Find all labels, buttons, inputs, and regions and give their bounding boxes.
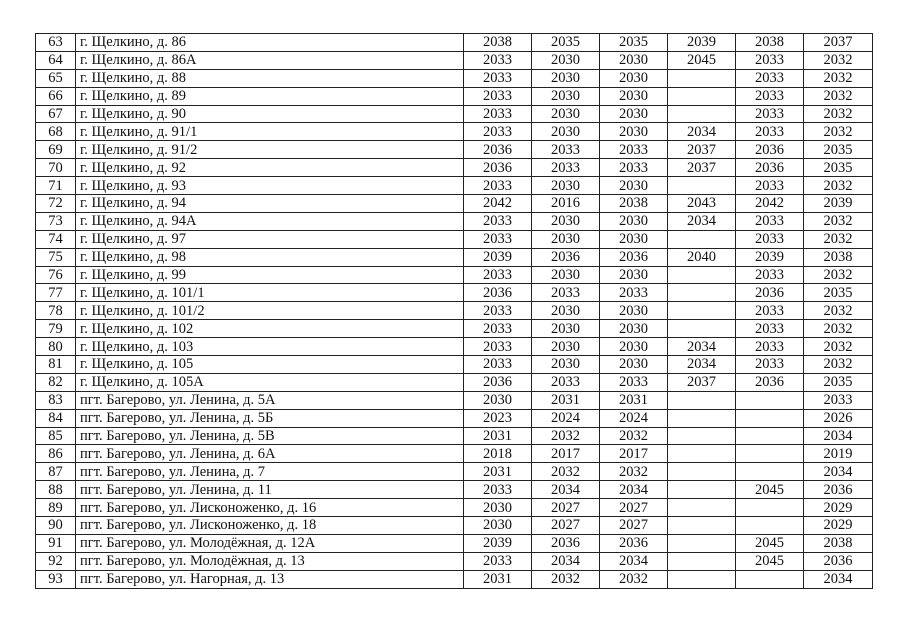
year-cell-6: 2035 [804, 159, 873, 177]
year-cell-4: 2037 [668, 159, 736, 177]
year-cell-3: 2030 [600, 212, 668, 230]
row-number-cell: 85 [36, 427, 76, 445]
table-body [36, 34, 873, 589]
row-number-cell: 83 [36, 391, 76, 409]
address-cell: г. Щелкино, д. 91/1 [76, 123, 464, 141]
year-cell-4 [668, 320, 736, 338]
year-cell-2: 2027 [532, 499, 600, 517]
year-cell-3: 2030 [600, 177, 668, 195]
year-cell-2: 2030 [532, 356, 600, 374]
address-cell: пгт. Багерово, ул. Молодёжная, д. 12А [76, 534, 464, 552]
address-cell: г. Щелкино, д. 97 [76, 230, 464, 248]
year-cell-5 [736, 517, 804, 535]
table-row [36, 123, 873, 141]
year-cell-2: 2036 [532, 534, 600, 552]
table-row [36, 570, 873, 588]
row-number-cell: 65 [36, 69, 76, 87]
table-row [36, 195, 873, 213]
address-cell: г. Щелкино, д. 105А [76, 373, 464, 391]
address-cell: г. Щелкино, д. 86 [76, 34, 464, 52]
row-number-cell: 81 [36, 356, 76, 374]
year-cell-4: 2034 [668, 338, 736, 356]
year-cell-6: 2032 [804, 356, 873, 374]
address-cell: пгт. Багерово, ул. Молодёжная, д. 13 [76, 552, 464, 570]
year-cell-6: 2032 [804, 177, 873, 195]
year-cell-2: 2024 [532, 409, 600, 427]
year-cell-3: 2030 [600, 338, 668, 356]
year-cell-6: 2032 [804, 230, 873, 248]
table-row [36, 320, 873, 338]
year-cell-4: 2040 [668, 248, 736, 266]
year-cell-6: 2035 [804, 141, 873, 159]
year-cell-6: 2034 [804, 570, 873, 588]
address-cell: г. Щелкино, д. 88 [76, 69, 464, 87]
table-row [36, 481, 873, 499]
address-cell: г. Щелкино, д. 101/1 [76, 284, 464, 302]
year-cell-5: 2033 [736, 51, 804, 69]
address-cell: г. Щелкино, д. 98 [76, 248, 464, 266]
year-cell-2: 2030 [532, 69, 600, 87]
table-row [36, 302, 873, 320]
row-number-cell: 72 [36, 195, 76, 213]
year-cell-1: 2018 [464, 445, 532, 463]
year-cell-1: 2033 [464, 69, 532, 87]
year-cell-1: 2031 [464, 427, 532, 445]
table-row [36, 248, 873, 266]
year-cell-6: 2033 [804, 391, 873, 409]
address-cell: пгт. Багерово, ул. Ленина, д. 6А [76, 445, 464, 463]
table-row [36, 177, 873, 195]
year-cell-4 [668, 463, 736, 481]
row-number-cell: 74 [36, 230, 76, 248]
year-cell-3: 2024 [600, 409, 668, 427]
year-cell-3: 2030 [600, 230, 668, 248]
row-number-cell: 91 [36, 534, 76, 552]
year-cell-5: 2045 [736, 552, 804, 570]
year-cell-1: 2030 [464, 391, 532, 409]
year-cell-2: 2030 [532, 123, 600, 141]
year-cell-4 [668, 230, 736, 248]
row-number-cell: 78 [36, 302, 76, 320]
address-cell: г. Щелкино, д. 105 [76, 356, 464, 374]
year-cell-3: 2038 [600, 195, 668, 213]
year-cell-1: 2033 [464, 552, 532, 570]
year-cell-2: 2016 [532, 195, 600, 213]
year-cell-5 [736, 463, 804, 481]
year-cell-6: 2037 [804, 34, 873, 52]
year-cell-5: 2045 [736, 534, 804, 552]
year-cell-1: 2030 [464, 517, 532, 535]
year-cell-5: 2033 [736, 302, 804, 320]
year-cell-4 [668, 517, 736, 535]
year-cell-5 [736, 445, 804, 463]
year-cell-1: 2033 [464, 87, 532, 105]
year-cell-4 [668, 69, 736, 87]
year-cell-1: 2036 [464, 159, 532, 177]
year-cell-3: 2036 [600, 534, 668, 552]
year-cell-3: 2032 [600, 427, 668, 445]
year-cell-6: 2032 [804, 320, 873, 338]
year-cell-6: 2034 [804, 427, 873, 445]
year-cell-4 [668, 302, 736, 320]
year-cell-1: 2033 [464, 302, 532, 320]
year-cell-6: 2038 [804, 534, 873, 552]
year-cell-2: 2027 [532, 517, 600, 535]
year-cell-4 [668, 481, 736, 499]
address-cell: г. Щелкино, д. 92 [76, 159, 464, 177]
year-cell-3: 2030 [600, 356, 668, 374]
year-cell-5: 2033 [736, 105, 804, 123]
year-cell-6: 2035 [804, 373, 873, 391]
year-cell-6: 2032 [804, 51, 873, 69]
year-cell-4 [668, 427, 736, 445]
year-cell-1: 2031 [464, 463, 532, 481]
row-number-cell: 73 [36, 212, 76, 230]
year-cell-4 [668, 570, 736, 588]
row-number-cell: 87 [36, 463, 76, 481]
year-cell-5: 2045 [736, 481, 804, 499]
year-cell-1: 2036 [464, 373, 532, 391]
year-cell-3: 2033 [600, 284, 668, 302]
year-cell-3: 2030 [600, 51, 668, 69]
year-cell-1: 2038 [464, 34, 532, 52]
year-cell-2: 2030 [532, 320, 600, 338]
year-cell-1: 2033 [464, 320, 532, 338]
table-row [36, 534, 873, 552]
year-cell-4: 2037 [668, 141, 736, 159]
year-cell-5: 2033 [736, 356, 804, 374]
table-row [36, 87, 873, 105]
year-cell-5 [736, 499, 804, 517]
year-cell-5: 2036 [736, 141, 804, 159]
year-cell-2: 2030 [532, 105, 600, 123]
row-number-cell: 76 [36, 266, 76, 284]
year-cell-1: 2042 [464, 195, 532, 213]
address-cell: пгт. Багерово, ул. Ленина, д. 5В [76, 427, 464, 445]
year-cell-1: 2033 [464, 266, 532, 284]
year-cell-6: 2029 [804, 499, 873, 517]
year-cell-5: 2036 [736, 284, 804, 302]
year-cell-1: 2033 [464, 177, 532, 195]
year-cell-6: 2036 [804, 481, 873, 499]
table-row [36, 141, 873, 159]
year-cell-1: 2023 [464, 409, 532, 427]
address-cell: пгт. Багерово, ул. Нагорная, д. 13 [76, 570, 464, 588]
year-cell-5: 2039 [736, 248, 804, 266]
year-cell-2: 2033 [532, 284, 600, 302]
year-cell-6: 2034 [804, 463, 873, 481]
row-number-cell: 90 [36, 517, 76, 535]
address-cell: г. Щелкино, д. 94 [76, 195, 464, 213]
year-cell-2: 2030 [532, 230, 600, 248]
address-cell: пгт. Багерово, ул. Ленина, д. 5А [76, 391, 464, 409]
year-cell-3: 2036 [600, 248, 668, 266]
year-cell-1: 2036 [464, 284, 532, 302]
year-cell-3: 2030 [600, 302, 668, 320]
year-cell-2: 2033 [532, 159, 600, 177]
year-cell-6: 2039 [804, 195, 873, 213]
year-cell-3: 2017 [600, 445, 668, 463]
table-row [36, 409, 873, 427]
row-number-cell: 92 [36, 552, 76, 570]
year-cell-2: 2032 [532, 463, 600, 481]
row-number-cell: 80 [36, 338, 76, 356]
table-row [36, 552, 873, 570]
table-row [36, 159, 873, 177]
schedule-table [35, 33, 873, 589]
year-cell-3: 2027 [600, 499, 668, 517]
address-cell: г. Щелкино, д. 86А [76, 51, 464, 69]
year-cell-1: 2031 [464, 570, 532, 588]
row-number-cell: 68 [36, 123, 76, 141]
year-cell-4 [668, 284, 736, 302]
year-cell-4 [668, 87, 736, 105]
table-row [36, 445, 873, 463]
row-number-cell: 88 [36, 481, 76, 499]
year-cell-4 [668, 552, 736, 570]
year-cell-4: 2039 [668, 34, 736, 52]
year-cell-1: 2033 [464, 51, 532, 69]
year-cell-1: 2033 [464, 481, 532, 499]
year-cell-3: 2032 [600, 463, 668, 481]
table-row [36, 391, 873, 409]
table-row [36, 212, 873, 230]
year-cell-2: 2036 [532, 248, 600, 266]
year-cell-2: 2017 [532, 445, 600, 463]
year-cell-4 [668, 105, 736, 123]
year-cell-2: 2032 [532, 570, 600, 588]
table-row [36, 266, 873, 284]
year-cell-3: 2030 [600, 320, 668, 338]
table-row [36, 427, 873, 445]
address-cell: г. Щелкино, д. 94А [76, 212, 464, 230]
year-cell-1: 2039 [464, 248, 532, 266]
year-cell-6: 2032 [804, 69, 873, 87]
year-cell-2: 2030 [532, 87, 600, 105]
year-cell-6: 2026 [804, 409, 873, 427]
year-cell-5: 2042 [736, 195, 804, 213]
table-row [36, 373, 873, 391]
year-cell-5: 2033 [736, 230, 804, 248]
address-cell: г. Щелкино, д. 99 [76, 266, 464, 284]
year-cell-2: 2030 [532, 302, 600, 320]
year-cell-1: 2033 [464, 356, 532, 374]
address-cell: пгт. Багерово, ул. Ленина, д. 5Б [76, 409, 464, 427]
year-cell-2: 2035 [532, 34, 600, 52]
row-number-cell: 70 [36, 159, 76, 177]
year-cell-1: 2033 [464, 212, 532, 230]
year-cell-6: 2032 [804, 302, 873, 320]
year-cell-2: 2033 [532, 141, 600, 159]
address-cell: г. Щелкино, д. 90 [76, 105, 464, 123]
year-cell-3: 2032 [600, 570, 668, 588]
year-cell-5: 2033 [736, 87, 804, 105]
address-cell: г. Щелкино, д. 91/2 [76, 141, 464, 159]
address-cell: пгт. Багерово, ул. Ленина, д. 11 [76, 481, 464, 499]
year-cell-3: 2031 [600, 391, 668, 409]
year-cell-4: 2037 [668, 373, 736, 391]
address-cell: пгт. Багерово, ул. Лисконоженко, д. 18 [76, 517, 464, 535]
address-cell: г. Щелкино, д. 89 [76, 87, 464, 105]
year-cell-3: 2034 [600, 552, 668, 570]
year-cell-2: 2030 [532, 266, 600, 284]
year-cell-4: 2034 [668, 212, 736, 230]
year-cell-5: 2038 [736, 34, 804, 52]
year-cell-3: 2027 [600, 517, 668, 535]
year-cell-3: 2030 [600, 105, 668, 123]
table-row [36, 230, 873, 248]
row-number-cell: 64 [36, 51, 76, 69]
year-cell-3: 2033 [600, 373, 668, 391]
year-cell-5: 2033 [736, 69, 804, 87]
year-cell-2: 2030 [532, 338, 600, 356]
year-cell-5 [736, 570, 804, 588]
address-cell: г. Щелкино, д. 102 [76, 320, 464, 338]
year-cell-6: 2019 [804, 445, 873, 463]
year-cell-5: 2033 [736, 338, 804, 356]
year-cell-6: 2029 [804, 517, 873, 535]
row-number-cell: 89 [36, 499, 76, 517]
year-cell-3: 2030 [600, 69, 668, 87]
row-number-cell: 82 [36, 373, 76, 391]
year-cell-4 [668, 534, 736, 552]
year-cell-3: 2033 [600, 141, 668, 159]
table-row [36, 356, 873, 374]
year-cell-6: 2032 [804, 212, 873, 230]
year-cell-1: 2033 [464, 230, 532, 248]
year-cell-4 [668, 499, 736, 517]
year-cell-2: 2030 [532, 177, 600, 195]
year-cell-5: 2033 [736, 177, 804, 195]
table-row [36, 517, 873, 535]
row-number-cell: 86 [36, 445, 76, 463]
row-number-cell: 71 [36, 177, 76, 195]
table-row [36, 51, 873, 69]
table-row [36, 499, 873, 517]
year-cell-3: 2030 [600, 87, 668, 105]
year-cell-1: 2030 [464, 499, 532, 517]
year-cell-6: 2035 [804, 284, 873, 302]
row-number-cell: 79 [36, 320, 76, 338]
row-number-cell: 77 [36, 284, 76, 302]
year-cell-5: 2033 [736, 212, 804, 230]
year-cell-1: 2033 [464, 338, 532, 356]
year-cell-4 [668, 177, 736, 195]
year-cell-1: 2033 [464, 123, 532, 141]
year-cell-4 [668, 445, 736, 463]
year-cell-6: 2032 [804, 105, 873, 123]
year-cell-6: 2032 [804, 266, 873, 284]
table-row [36, 284, 873, 302]
year-cell-4 [668, 409, 736, 427]
year-cell-6: 2032 [804, 123, 873, 141]
row-number-cell: 63 [36, 34, 76, 52]
row-number-cell: 75 [36, 248, 76, 266]
row-number-cell: 66 [36, 87, 76, 105]
year-cell-2: 2030 [532, 212, 600, 230]
row-number-cell: 84 [36, 409, 76, 427]
year-cell-2: 2032 [532, 427, 600, 445]
year-cell-3: 2034 [600, 481, 668, 499]
year-cell-4: 2034 [668, 356, 736, 374]
year-cell-5 [736, 391, 804, 409]
year-cell-5: 2036 [736, 159, 804, 177]
year-cell-5: 2036 [736, 373, 804, 391]
address-cell: пгт. Багерово, ул. Ленина, д. 7 [76, 463, 464, 481]
table-row [36, 338, 873, 356]
year-cell-6: 2032 [804, 338, 873, 356]
year-cell-3: 2030 [600, 266, 668, 284]
year-cell-4: 2043 [668, 195, 736, 213]
year-cell-2: 2030 [532, 51, 600, 69]
year-cell-4 [668, 391, 736, 409]
year-cell-5: 2033 [736, 123, 804, 141]
year-cell-5: 2033 [736, 266, 804, 284]
table-row [36, 34, 873, 52]
year-cell-5 [736, 427, 804, 445]
year-cell-6: 2038 [804, 248, 873, 266]
year-cell-2: 2033 [532, 373, 600, 391]
year-cell-6: 2036 [804, 552, 873, 570]
year-cell-5: 2033 [736, 320, 804, 338]
address-cell: г. Щелкино, д. 103 [76, 338, 464, 356]
year-cell-1: 2039 [464, 534, 532, 552]
address-cell: г. Щелкино, д. 93 [76, 177, 464, 195]
year-cell-1: 2036 [464, 141, 532, 159]
year-cell-3: 2035 [600, 34, 668, 52]
year-cell-2: 2031 [532, 391, 600, 409]
year-cell-4 [668, 266, 736, 284]
year-cell-2: 2034 [532, 552, 600, 570]
row-number-cell: 93 [36, 570, 76, 588]
table-row [36, 463, 873, 481]
table-row [36, 105, 873, 123]
year-cell-6: 2032 [804, 87, 873, 105]
row-number-cell: 67 [36, 105, 76, 123]
address-cell: г. Щелкино, д. 101/2 [76, 302, 464, 320]
year-cell-2: 2034 [532, 481, 600, 499]
year-cell-5 [736, 409, 804, 427]
table-row [36, 69, 873, 87]
year-cell-1: 2033 [464, 105, 532, 123]
address-cell: пгт. Багерово, ул. Лисконоженко, д. 16 [76, 499, 464, 517]
year-cell-3: 2033 [600, 159, 668, 177]
year-cell-4: 2045 [668, 51, 736, 69]
row-number-cell: 69 [36, 141, 76, 159]
year-cell-3: 2030 [600, 123, 668, 141]
year-cell-4: 2034 [668, 123, 736, 141]
